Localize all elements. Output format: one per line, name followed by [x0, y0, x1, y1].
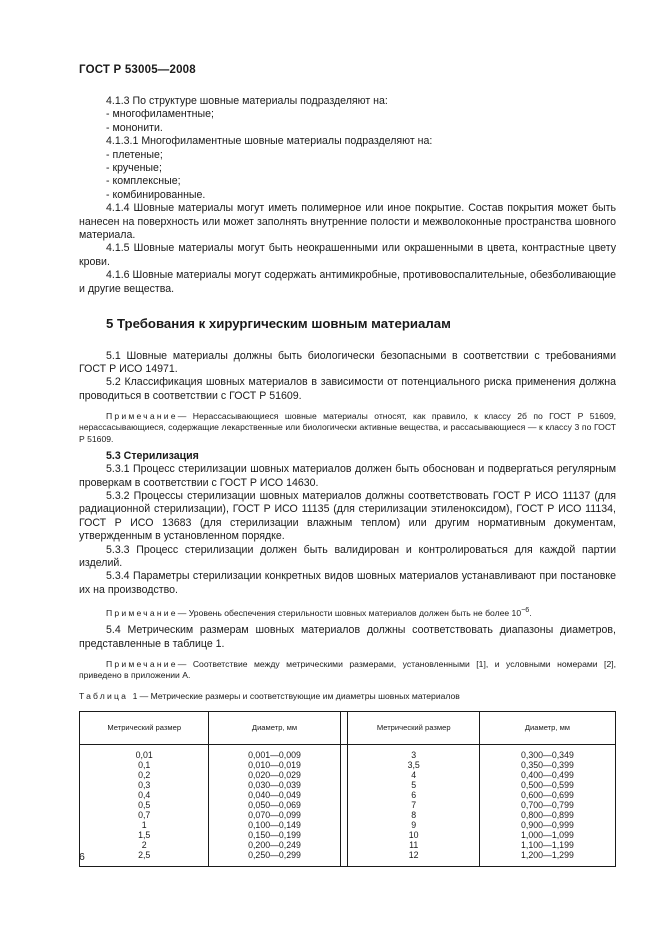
table-cell: 0,2 — [80, 770, 209, 780]
document-header: ГОСТ Р 53005—2008 — [79, 64, 196, 76]
column-header: Диаметр, мм — [209, 711, 340, 744]
table-row — [80, 780, 616, 790]
table-caption-label: Таблица 1 — [79, 691, 140, 702]
table-cell: 12 — [348, 850, 479, 867]
table-cell: 10 — [348, 830, 479, 840]
table-gap — [340, 744, 348, 760]
column-header: Метрический размер — [80, 711, 209, 744]
table-header-row — [80, 711, 616, 744]
table-cell: 2,5 — [80, 850, 209, 867]
table-cell: 0,350—0,399 — [479, 760, 615, 770]
table-cell: 1 — [80, 820, 209, 830]
table-cell: 5 — [348, 780, 479, 790]
paragraph-4-1-3-1: 4.1.3.1 Многофиламентные шовные материалы подразделяют на: — [106, 135, 433, 148]
table-cell: 0,1 — [80, 760, 209, 770]
note-text: — Уровень обеспечения стерильности шовных материалов должен быть не более 10 — [177, 608, 522, 619]
note-end: . — [529, 608, 532, 619]
table-cell: 0,800—0,899 — [479, 810, 615, 820]
table-cell: 9 — [348, 820, 479, 830]
metric-size-table — [79, 711, 616, 867]
table-cell: 1,5 — [80, 830, 209, 840]
table-gap — [340, 850, 348, 867]
table-cell: 0,001—0,009 — [209, 744, 340, 760]
table-row — [80, 790, 616, 800]
note-3 — [79, 659, 616, 681]
page-number: 6 — [79, 851, 85, 863]
table-cell: 0,3 — [80, 780, 209, 790]
list-item: - комбинированные. — [106, 188, 206, 201]
paragraph-4-1-3: 4.1.3 По структуре шовные материалы подразделяют на: — [106, 95, 388, 107]
note-exponent: −6 — [521, 606, 530, 615]
table-row — [80, 820, 616, 830]
paragraph-4-1-6: 4.1.6 Шовные материалы могут содержать антимикробные, противовоспалительные, обезболивающие и другие вещества. — [79, 269, 616, 295]
paragraph-5-3-3: 5.3.3 Процесс стерилизации должен быть валидирован и контролироваться для каждой партии изделий. — [79, 543, 616, 569]
table-cell: 0,7 — [80, 810, 209, 820]
table-cell: 6 — [348, 790, 479, 800]
table-row — [80, 770, 616, 780]
table-cell: 1,100—1,199 — [479, 840, 615, 850]
table-cell: 7 — [348, 800, 479, 810]
table-cell: 0,300—0,349 — [479, 744, 615, 760]
note-text: — Нерассасывающиеся шовные материалы относят, как правило, к классу 2б по ГОСТ Р 51609, нерассасывающиеся, содержащие лекарственные или биологически активные вещества, и рассасывающиеся — к классу 3 по ГОСТ Р 51609. — [79, 411, 616, 444]
table-caption — [79, 690, 616, 703]
table-cell: 3 — [348, 744, 479, 760]
table-gap — [340, 800, 348, 810]
table-cell: 8 — [348, 810, 479, 820]
table-gap — [340, 711, 348, 744]
table-cell: 1,000—1,099 — [479, 830, 615, 840]
paragraph-4-1-5: 4.1.5 Шовные материалы могут быть неокрашенными или окрашенными в цвета, контрастные цвету крови. — [79, 242, 616, 268]
table-cell: 0,200—0,249 — [209, 840, 340, 850]
table-gap — [340, 780, 348, 790]
table-cell: 0,5 — [80, 800, 209, 810]
table-cell: 0,250—0,299 — [209, 850, 340, 867]
table-gap — [340, 770, 348, 780]
table-row — [80, 810, 616, 820]
table-cell: 0,700—0,799 — [479, 800, 615, 810]
paragraph-4-1-4: 4.1.4 Шовные материалы могут иметь полимерное или иное покрытие. Состав покрытия может быть нанесен на поверхность или может заполнять внутренние полости и межволоконные пространства шовного материала. — [79, 202, 616, 242]
table-row — [80, 850, 616, 867]
table-gap — [340, 830, 348, 840]
table-gap — [340, 810, 348, 820]
table-gap — [340, 760, 348, 770]
note-text: — Соответствие между метрическими размерами, установленными [1], и условными номерами [2], приведено в приложении А. — [79, 659, 616, 681]
document-body — [79, 95, 616, 867]
note-label: Примечание — [106, 608, 178, 619]
paragraph-5-3-4: 5.3.4 Параметры стерилизации конкретных видов шовных материалов устанавливают при постановке их на производство. — [79, 570, 616, 596]
list-item: - комплексные; — [106, 175, 181, 188]
table-cell: 0,01 — [80, 744, 209, 760]
note-label: Примечание — [106, 411, 178, 422]
table-cell: 0,100—0,149 — [209, 820, 340, 830]
paragraph-5-3-2: 5.3.2 Процессы стерилизации шовных материалов должны соответствовать ГОСТ Р ИСО 11137 (для радиационной стерилизации), ГОСТ Р ИСО 11135 (для стерилизации этиленоксидом), ГОСТ Р ИСО 11134, ГОСТ Р ИСО 13683 (для стерилизации влажным теплом) или другим нормативным документам, утвержденным в установленном порядке. — [79, 489, 616, 543]
column-header: Метрический размер — [348, 711, 479, 744]
table-row — [80, 840, 616, 850]
paragraph-5-4: 5.4 Метрическим размерам шовных материалов должны соответствовать диапазоны диаметров, представленные в таблице 1. — [79, 624, 616, 650]
list-item: - плетеные; — [106, 148, 163, 161]
table-cell: 3,5 — [348, 760, 479, 770]
table-gap — [340, 840, 348, 850]
table-cell: 11 — [348, 840, 479, 850]
table-cell: 0,040—0,049 — [209, 790, 340, 800]
section-5-title: 5 Требования к хирургическим шовным материалам — [106, 316, 451, 332]
table-cell: 0,150—0,199 — [209, 830, 340, 840]
table-row — [80, 760, 616, 770]
table-cell: 0,400—0,499 — [479, 770, 615, 780]
list-item: - мононити. — [106, 121, 163, 134]
list-item: - крученые; — [106, 162, 162, 175]
table-cell: 4 — [348, 770, 479, 780]
table-cell: 0,500—0,599 — [479, 780, 615, 790]
table-caption-text: — Метрические размеры и соответствующие им диаметры шовных материалов — [139, 691, 460, 702]
table-row — [80, 800, 616, 810]
column-header: Диаметр, мм — [479, 711, 615, 744]
table-gap — [340, 820, 348, 830]
note-1 — [79, 411, 616, 445]
subsection-5-3-title: 5.3 Стерилизация — [106, 449, 199, 462]
table-row — [80, 830, 616, 840]
paragraph-5-2: 5.2 Классификация шовных материалов в зависимости от потенциального риска применения должна проводиться в соответствии с ГОСТ Р 51609. — [79, 376, 616, 402]
table-cell: 0,010—0,019 — [209, 760, 340, 770]
table-cell: 0,600—0,699 — [479, 790, 615, 800]
table-cell: 0,030—0,039 — [209, 780, 340, 790]
table-cell: 0,070—0,099 — [209, 810, 340, 820]
table-cell: 0,050—0,069 — [209, 800, 340, 810]
table-cell: 1,200—1,299 — [479, 850, 615, 867]
list-item: - многофиламентные; — [106, 108, 214, 121]
paragraph-5-3-1: 5.3.1 Процесс стерилизации шовных материалов должен быть обоснован и подвергаться регулярным проверкам в соответствии с ГОСТ Р ИСО 14630. — [79, 463, 616, 489]
table-cell: 0,020—0,029 — [209, 770, 340, 780]
table-cell: 0,900—0,999 — [479, 820, 615, 830]
note-2 — [79, 605, 616, 619]
table-cell: 2 — [80, 840, 209, 850]
table-gap — [340, 790, 348, 800]
table-cell: 0,4 — [80, 790, 209, 800]
paragraph-5-1: 5.1 Шовные материалы должны быть биологически безопасными в соответствии с требованиями ГОСТ Р ИСО 14971. — [79, 349, 616, 375]
table-row — [80, 744, 616, 760]
note-label: Примечание — [106, 659, 178, 670]
